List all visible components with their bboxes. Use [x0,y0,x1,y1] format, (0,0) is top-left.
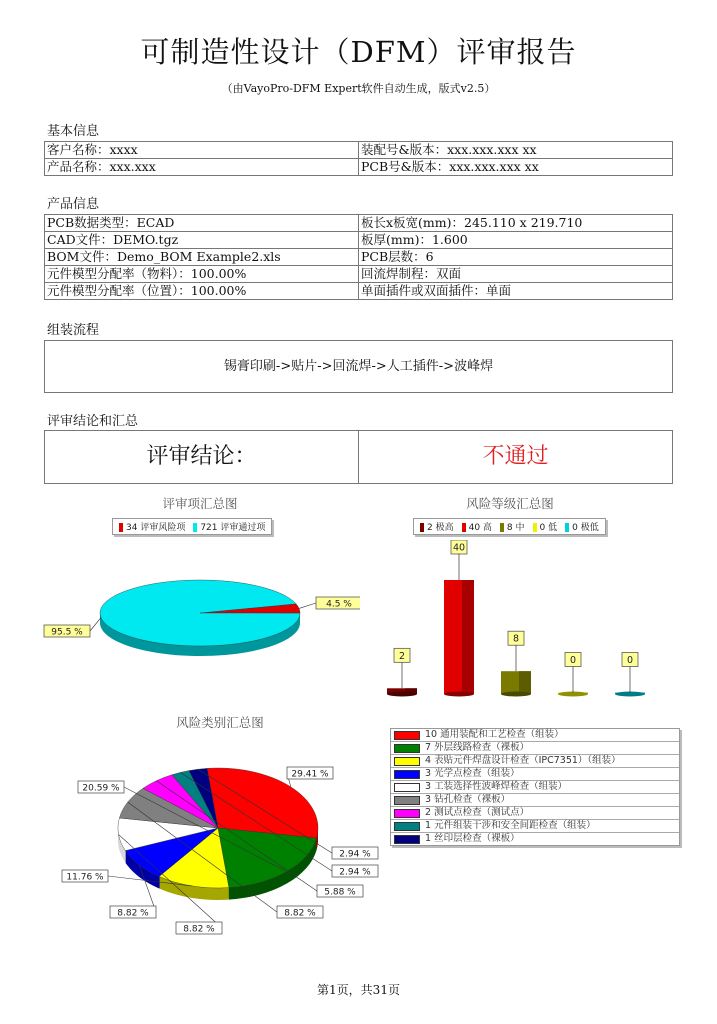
table-cell: 回流焊制程：双面 [359,266,673,283]
data-label: 8.82 % [183,924,215,935]
legend-item: 8 中 [500,520,525,533]
bar-base [444,692,474,697]
chart-legend [112,518,272,535]
section-review-summary: 评审结论和汇总 [47,414,139,429]
table-cell: 元件模型分配率（物料）：100.00% [45,266,359,283]
legend-swatch [394,731,420,740]
product-info-table [44,214,673,300]
table-cell: PCB数据类型：ECAD [45,215,359,232]
bar-base [501,692,531,697]
chart-legend [390,728,680,846]
legend-item [391,768,679,781]
table-row [45,142,673,159]
review-items-pie-chart [0,540,360,690]
review-conclusion-box [44,430,673,484]
data-label: 8.82 % [284,908,316,919]
table-cell: BOM文件：Demo_BOM Example2.xls [45,249,359,266]
pie-slice [218,828,317,888]
risk-category-pie-chart [0,740,390,940]
bar-base [387,692,417,697]
label-leader [90,618,101,631]
chart-title: 风险类别汇总图 [176,715,264,730]
data-label: 4.5 % [326,599,352,610]
data-label: 0 [569,655,577,666]
bar-shade [519,671,531,694]
legend-swatch [394,835,420,844]
legend-item [391,807,679,820]
legend-swatch [394,757,420,766]
data-label: 8 [512,633,520,645]
table-row [45,249,673,266]
legend-item [391,755,679,768]
data-label: 2.94 % [339,849,371,860]
legend-item: 34 评审风险项 [119,520,185,533]
data-label: 2 [398,650,406,662]
table-cell: 客户名称：xxxx [45,142,359,159]
table-row [45,266,673,283]
data-label: 5.88 % [324,887,356,898]
legend-label: 3 光学点检查（组装） [425,768,520,779]
table-cell: 单面插件或双面插件：单面 [359,283,673,300]
legend-swatch [394,744,420,753]
assembly-flow-box: 锡膏印刷->贴片->回流焊->人工插件->波峰焊 [44,340,673,393]
chart-title: 风险等级汇总图 [466,496,554,511]
data-label: 95.5 % [51,627,83,638]
legend-label: 2 测试点检查（测试点） [425,807,530,818]
report-subtitle: （由VayoPro-DFM Expert软件自动生成，版式v2.5） [221,82,496,95]
data-label: 29.41 % [291,769,329,780]
legend-item: 0 低 [533,520,558,533]
table-cell: 板厚(mm)：1.600 [359,232,673,249]
legend-swatch [394,783,420,792]
legend-label: 3 钻孔检查（裸板） [425,794,511,805]
bar-shade [462,580,474,694]
data-label: 2.94 % [339,867,371,878]
basic-info-table [44,141,673,176]
table-row [45,283,673,300]
data-label: 20.59 % [82,783,120,794]
legend-item [391,833,679,845]
table-cell: CAD文件：DEMO.tgz [45,232,359,249]
section-assembly-flow: 组装流程 [47,323,100,338]
review-conclusion-result: 不通过 [482,444,549,469]
label-leader [299,603,316,608]
chart-title: 评审项汇总图 [162,496,238,511]
legend-item: 0 极低 [565,520,599,533]
table-row [45,159,673,176]
table-cell: 元件模型分配率（位置）：100.00% [45,283,359,300]
data-label: 11.76 % [66,872,104,883]
legend-item [391,729,679,742]
legend-label: 1 元件组装干涉和安全间距检查（组装） [425,820,596,831]
legend-item [391,742,679,755]
risk-level-bar-chart [370,540,670,705]
legend-swatch [394,796,420,805]
legend-label: 3 工装选择性波峰焊检查（组装） [425,781,568,792]
table-row [45,232,673,249]
legend-item [391,820,679,833]
legend-item: 40 高 [462,520,492,533]
section-product-info: 产品信息 [47,197,100,212]
legend-swatch [394,809,420,818]
table-cell: 装配号&版本：xxx.xxx.xxx xx [359,142,673,159]
page-number: 第1页，共31页 [317,983,400,997]
data-label: 0 [626,655,634,666]
legend-item: 2 极高 [420,520,454,533]
table-cell: PCB号&版本：xxx.xxx.xxx xx [359,159,673,176]
legend-item: 721 评审通过项 [193,520,265,533]
legend-item [391,781,679,794]
legend-label: 10 通用装配和工艺检查（组装） [425,729,564,740]
legend-swatch [394,770,420,779]
legend-item [391,794,679,807]
table-cell: 产品名称：xxx.xxx [45,159,359,176]
report-title: 可制造性设计（DFM）评审报告 [140,35,577,69]
table-row [45,215,673,232]
section-basic-info: 基本信息 [47,124,100,139]
table-cell: 板长x板宽(mm)：245.110 x 219.710 [359,215,673,232]
legend-label: 1 丝印层检查（裸板） [425,833,520,844]
legend-swatch [394,822,420,831]
chart-legend [413,518,606,535]
table-cell: PCB层数：6 [359,249,673,266]
pie-slice [100,580,300,646]
data-label: 8.82 % [117,908,149,919]
review-conclusion-label: 评审结论： [45,431,359,483]
legend-label: 4 表贴元件焊盘设计检查（IPC7351）（组装） [425,755,621,766]
data-label: 40 [452,542,466,554]
legend-label: 7 外层线路检查（裸板） [425,742,530,753]
